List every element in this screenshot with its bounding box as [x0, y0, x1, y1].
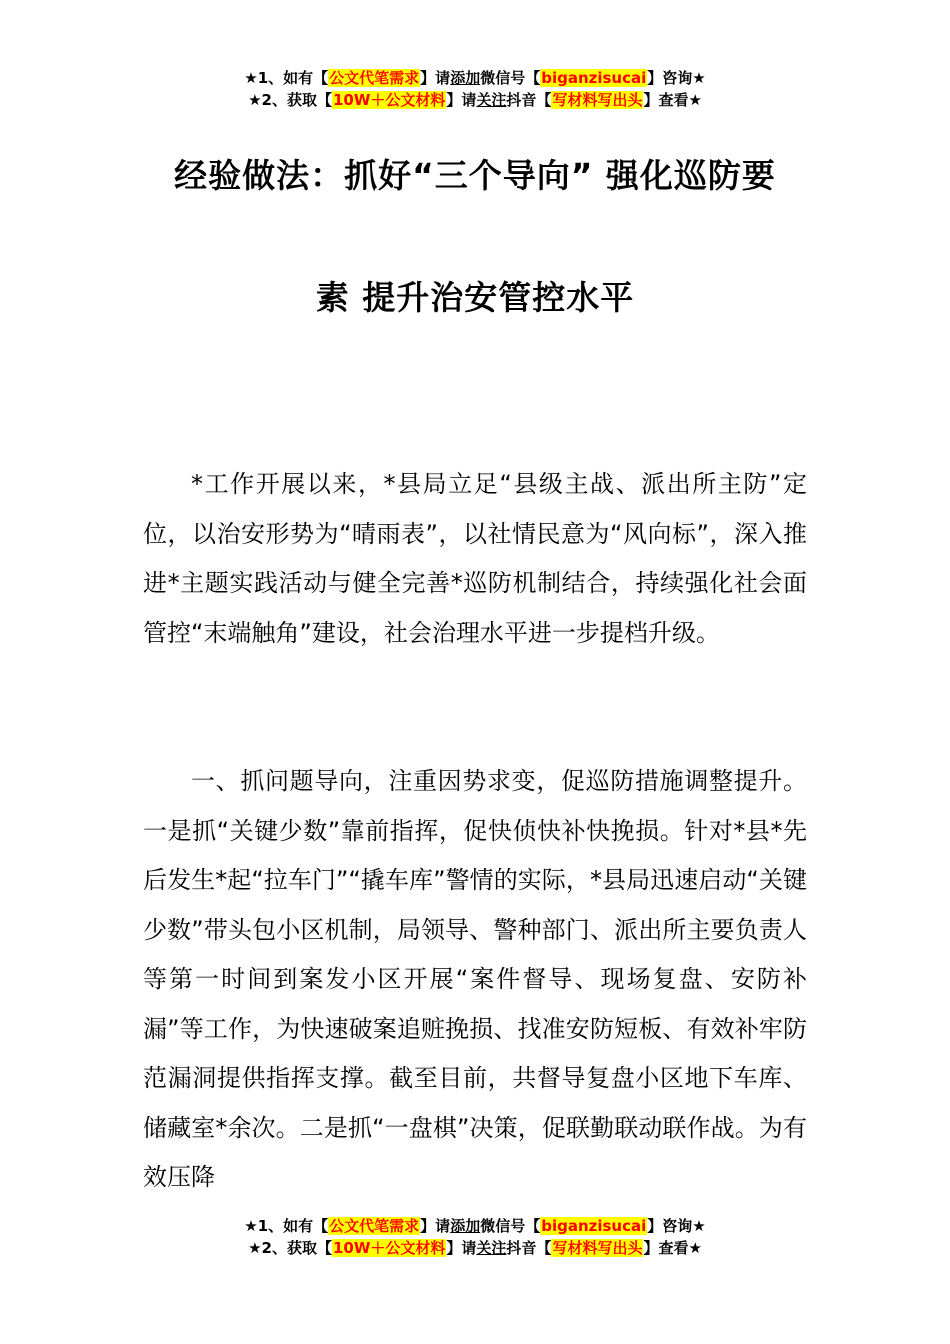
banner-text: 】查看★ [643, 1239, 702, 1257]
banner-text: 】咨询★ [647, 69, 706, 87]
banner-text: 抖音【 [506, 91, 552, 109]
document-title-line-2: 素 提升治安管控水平 [315, 278, 635, 317]
footer-banner [0, 1215, 950, 1259]
header-banner [0, 67, 950, 111]
banner-underline-text: 关注 [476, 1239, 507, 1257]
banner-text: 】咨询★ [647, 1217, 706, 1235]
banner-highlight: 公文代笔需求 [329, 1217, 420, 1235]
banner-text: 】请 [420, 69, 451, 87]
banner-text: 抖音【 [506, 1239, 552, 1257]
banner-text: 】请 [420, 1217, 451, 1235]
banner-text: 微信号【 [480, 1217, 541, 1235]
banner-underline-text: 添加 [450, 69, 481, 87]
paragraph-section-1: 一、抓问题导向，注重因势求变，促巡防措施调整提升。一是抓“关键少数”靠前指挥，促快侦快补快挽损。针对*县*先后发生*起“拉车门”“撬车库”警情的实际，*县局迅速启动“关键少数”带头包小区机制，局领导、警种部门、派出所主要负责人等第一时间到案发小区开展“案件督导、现场复盘、安防补漏”等工作，为快速破案追赃挽损、找准安防短板、有效补牢防范漏洞提供指挥支撑。截至目前，共督导复盘小区地下车库、储藏室*余次。二是抓“一盘棋”决策，促联勤联动联作战。为有效压降 [143, 767, 807, 1191]
banner-text: 】请 [446, 1239, 477, 1257]
banner-douyin-id: 写材料写出头 [552, 1239, 643, 1257]
banner-underline-text: 添加 [450, 1217, 481, 1235]
banner-text: ★2、获取【 [248, 91, 332, 109]
banner-wechat-id: biganzisucai [541, 69, 647, 87]
paragraph-intro: *工作开展以来，*县局立足“县级主战、派出所主防”定位，以治安形势为“晴雨表”，以社情民意为“风向标”，深入推进*主题实践活动与健全完善*巡防机制结合，持续强化社会面管控“末端触角”建设，社会治理水平进一步提档升级。 [143, 470, 807, 647]
banner-underline-text: 关注 [476, 91, 507, 109]
banner-douyin-id: 写材料写出头 [552, 91, 643, 109]
banner-highlight: 10W＋公文材料 [332, 91, 446, 109]
banner-text: ★1、如有【 [244, 1217, 329, 1235]
banner-text: 微信号【 [480, 69, 541, 87]
banner-wechat-id: biganzisucai [541, 1217, 647, 1235]
banner-line-1 [0, 1215, 950, 1237]
banner-text: 】查看★ [643, 91, 702, 109]
document-title-line-1: 经验做法：抓好“三个导向” 强化巡防要 [174, 156, 776, 195]
banner-text: ★1、如有【 [244, 69, 329, 87]
banner-line-1 [0, 67, 950, 89]
banner-text: 】请 [446, 91, 477, 109]
banner-highlight: 公文代笔需求 [329, 69, 420, 87]
banner-text: ★2、获取【 [248, 1239, 332, 1257]
banner-line-2 [0, 1237, 950, 1259]
banner-highlight: 10W＋公文材料 [332, 1239, 446, 1257]
banner-line-2 [0, 89, 950, 111]
